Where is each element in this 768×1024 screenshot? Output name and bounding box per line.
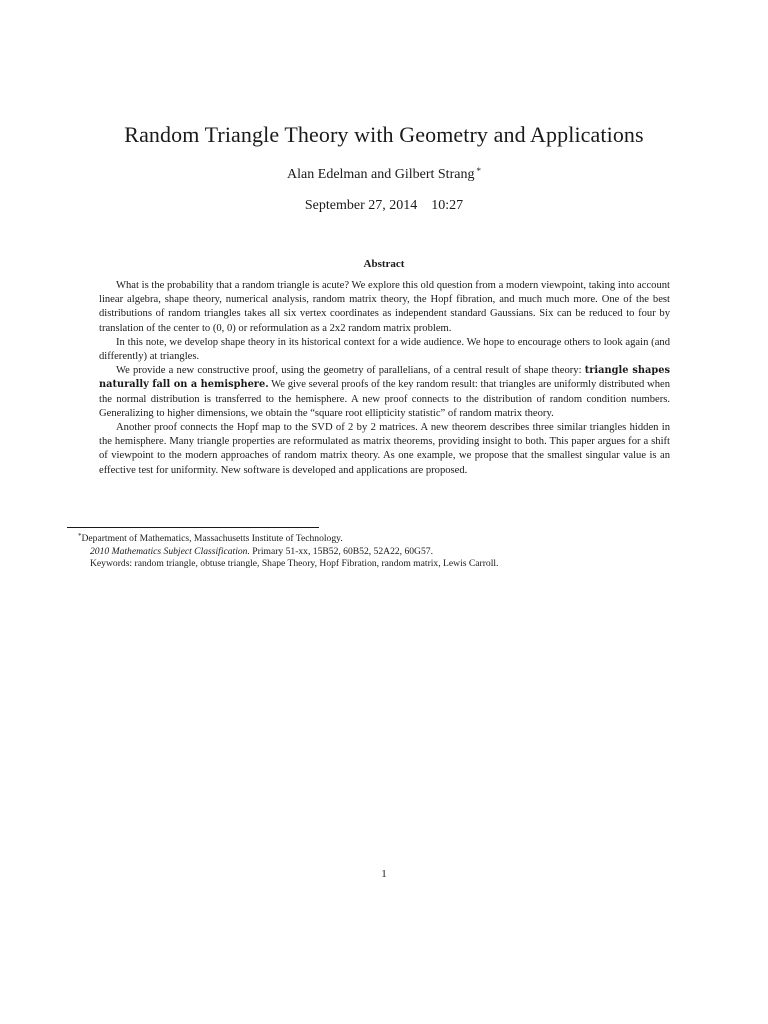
abstract-body — [99, 279, 670, 478]
abstract-key-result: triangle shapes naturally fall on a hemisphere. — [99, 365, 670, 391]
footnote-msc-value: Primary 51-xx, 15B52, 60B52, 52A22, 60G57. — [249, 545, 433, 557]
paper-authors — [0, 166, 768, 183]
footnote-msc-label: 2010 Mathematics Subject Classification. — [90, 545, 250, 557]
abstract-paragraph-1: What is the probability that a random triangle is acute? We explore this old question from a modern viewpoint, taking into account linear algebra, shape theory, numerical analysis, random matrix theory, the Hopf fibration, and much much more. One of the best distributions of random triangles takes all six vertex coordinates as independent standard Gaussians. Six can be reduced to four by translation of the center to (0, 0) or reformulation as a 2x2 random matrix problem. — [99, 280, 670, 334]
abstract-paragraph-3-end: We give several proofs of the key random result: that triangles are uniformly distributed when the normal distribution is transferred to the hemisphere. A new proof connects to the distribution of random condition numbers. Generalizing to higher dimensions, we obtain the “square root ellipticity statistic” of random matrix theory. — [99, 379, 670, 419]
footnotes — [80, 530, 700, 571]
footnote-affiliation-text: Department of Mathematics, Massachusetts Institute of Technology. — [81, 533, 343, 544]
abstract-paragraph-4: Another proof connects the Hopf map to the SVD of 2 by 2 matrices. A new theorem describes three similar triangles hidden in the hemisphere. Many triangle properties are reformulated as matrix theorems, providing insight to both. This paper argues for a shift of viewpoint to the modern approaches of random matrix theory. As one example, we propose that the smallest singular value is an effective test for uniformity. New software is developed and applications are proposed. — [99, 422, 670, 476]
abstract-paragraph-3 — [99, 364, 670, 421]
abstract-paragraph-2: In this note, we develop shape theory in its historical context for a wide audience. We hope to encourage others to look again (and differently) at triangles. — [99, 336, 670, 363]
page-number: 1 — [381, 868, 387, 880]
abstract-paragraph-3-start: We provide a new constructive proof, using the geometry of parallelians, of a central result of shape theory: — [116, 365, 585, 377]
footnote-affiliation — [78, 530, 700, 546]
author-footnote-mark: * — [476, 166, 481, 176]
footnote-mark: * — [78, 532, 82, 540]
footnote-divider — [67, 527, 319, 528]
abstract-heading: Abstract — [363, 258, 405, 270]
footnote-keywords: Keywords: random triangle, obtuse triangle, Shape Theory, Hopf Fibration, random matrix, Lewis Carroll. — [90, 558, 499, 570]
author-names: Alan Edelman and Gilbert Strang — [287, 167, 475, 182]
paper-date: September 27, 2014 10:27 — [304, 198, 464, 213]
footnote-msc — [80, 546, 700, 559]
paper-title: Random Triangle Theory with Geometry and Applications — [124, 122, 644, 147]
